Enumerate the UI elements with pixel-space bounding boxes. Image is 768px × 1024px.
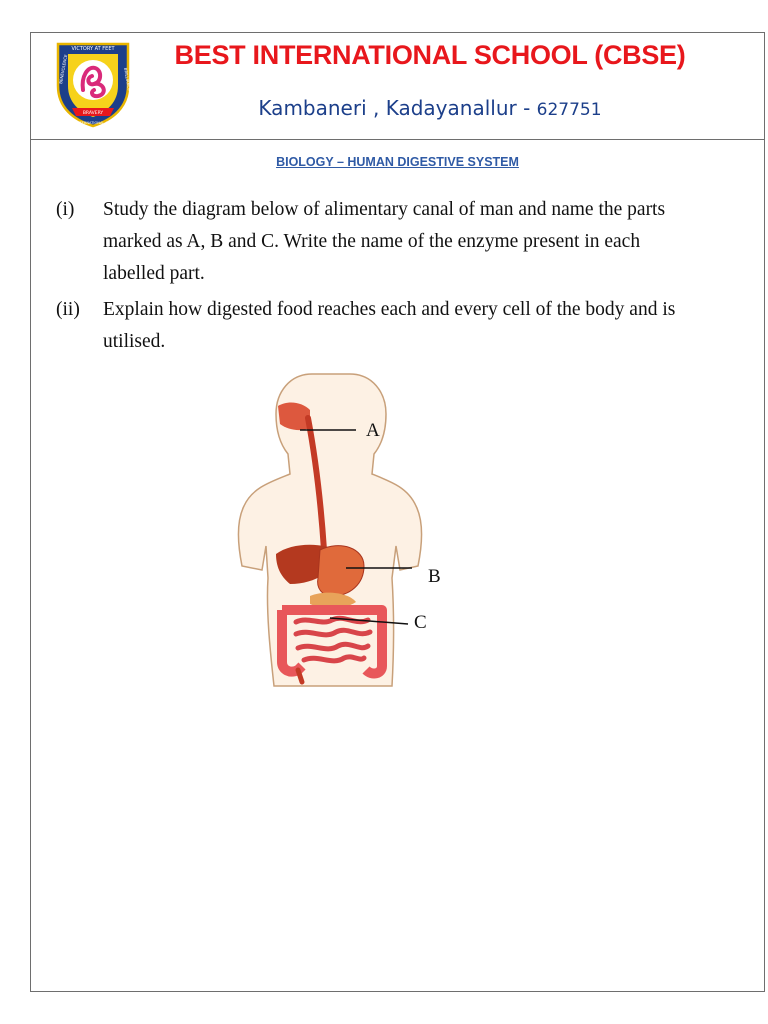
logo-right-text: BRILLIANCE bbox=[123, 67, 133, 92]
body-outline bbox=[239, 374, 422, 686]
address-text: Kambaneri , Kadayanallur - bbox=[258, 96, 537, 120]
school-address bbox=[130, 96, 730, 120]
subject-heading: BIOLOGY – HUMAN DIGESTIVE SYSTEM bbox=[276, 155, 519, 169]
label-b: B bbox=[428, 566, 441, 587]
label-c: C bbox=[414, 612, 427, 633]
digestive-system-figure bbox=[232, 370, 462, 688]
question-number: (ii) bbox=[56, 299, 80, 320]
logo-bottom-text: BEST INTERNATIONAL SCHOOL bbox=[65, 121, 121, 125]
question-text: Study the diagram below of alimentary canal of man and name the parts marked as A, B and C. Write the name of the enzyme present in each labelled part. bbox=[103, 199, 666, 284]
logo-banner-text: BRAVERY bbox=[82, 111, 104, 116]
question-text: Explain how digested food reaches each and every cell of the body and is utilised. bbox=[103, 299, 676, 352]
school-logo bbox=[50, 38, 136, 128]
label-a: A bbox=[366, 420, 380, 441]
alimentary-canal-diagram bbox=[232, 370, 462, 688]
pincode: 627751 bbox=[536, 100, 602, 120]
question-1 bbox=[56, 194, 696, 294]
logo-left-text: BENEVOLENCE bbox=[58, 54, 69, 85]
question-2 bbox=[56, 294, 696, 360]
question-number: (i) bbox=[56, 199, 75, 220]
school-name: BEST INTERNATIONAL SCHOOL (CBSE) bbox=[174, 40, 686, 70]
logo-motto: VICTORY AT FEET bbox=[71, 46, 115, 52]
header-divider bbox=[30, 139, 765, 140]
